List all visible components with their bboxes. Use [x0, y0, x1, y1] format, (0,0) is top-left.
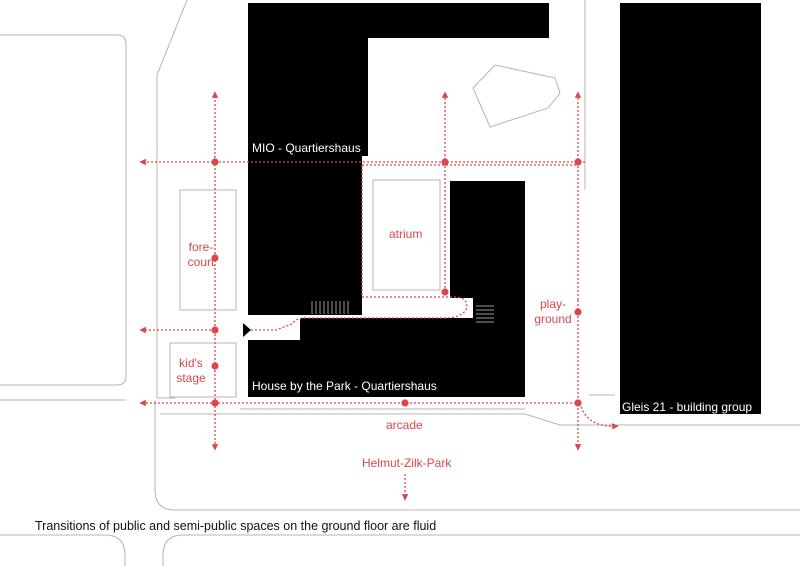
caption: Transitions of public and semi-public spaces on the ground floor are fluid: [35, 519, 437, 533]
label-kids-stage-line2: stage: [176, 371, 206, 385]
road-curve-right: [163, 535, 800, 566]
node: [441, 288, 448, 295]
street-edge-south: [160, 414, 800, 425]
node: [211, 399, 218, 406]
label-playground-line1: play-: [539, 297, 566, 311]
node: [441, 158, 448, 165]
label-playground: [532, 297, 574, 327]
street-edge-west: [157, 0, 187, 398]
label-forecourt: [181, 240, 221, 270]
node: [401, 399, 408, 406]
label-forecourt-line2: court: [187, 255, 215, 269]
node: [211, 158, 218, 165]
label-kids-stage: [171, 356, 211, 386]
node: [574, 399, 581, 406]
building-gleis-21: [620, 3, 761, 414]
pavilion-outline: [473, 65, 560, 127]
label-forecourt-line1: fore-: [188, 240, 214, 254]
label-gleis-21: Gleis 21 - building group: [622, 400, 753, 414]
block-outline-west: [0, 35, 126, 385]
road-curve-left: [0, 535, 125, 566]
entrance-marker: [243, 323, 251, 337]
node: [574, 158, 581, 165]
label-house-by-the-park: House by the Park - Quartiershaus: [252, 379, 437, 393]
label-atrium: atrium: [389, 227, 423, 241]
node: [211, 362, 218, 369]
label-playground-line2: ground: [534, 312, 572, 326]
building-mio: [248, 3, 549, 156]
label-kids-stage-line1: kid's: [179, 356, 203, 370]
node: [574, 308, 581, 315]
node: [211, 326, 218, 333]
park-edge: [155, 400, 800, 510]
label-arcade: arcade: [386, 418, 423, 432]
label-mio-quartiershaus: MIO - Quartiershaus: [252, 141, 361, 155]
building-mio-wing: [248, 156, 362, 315]
arrow-gleis-curve: [580, 403, 618, 426]
label-helmut-zilk-park: Helmut-Zilk-Park: [362, 456, 452, 470]
circulation-arrows: [140, 92, 618, 500]
buildings: [248, 3, 761, 414]
